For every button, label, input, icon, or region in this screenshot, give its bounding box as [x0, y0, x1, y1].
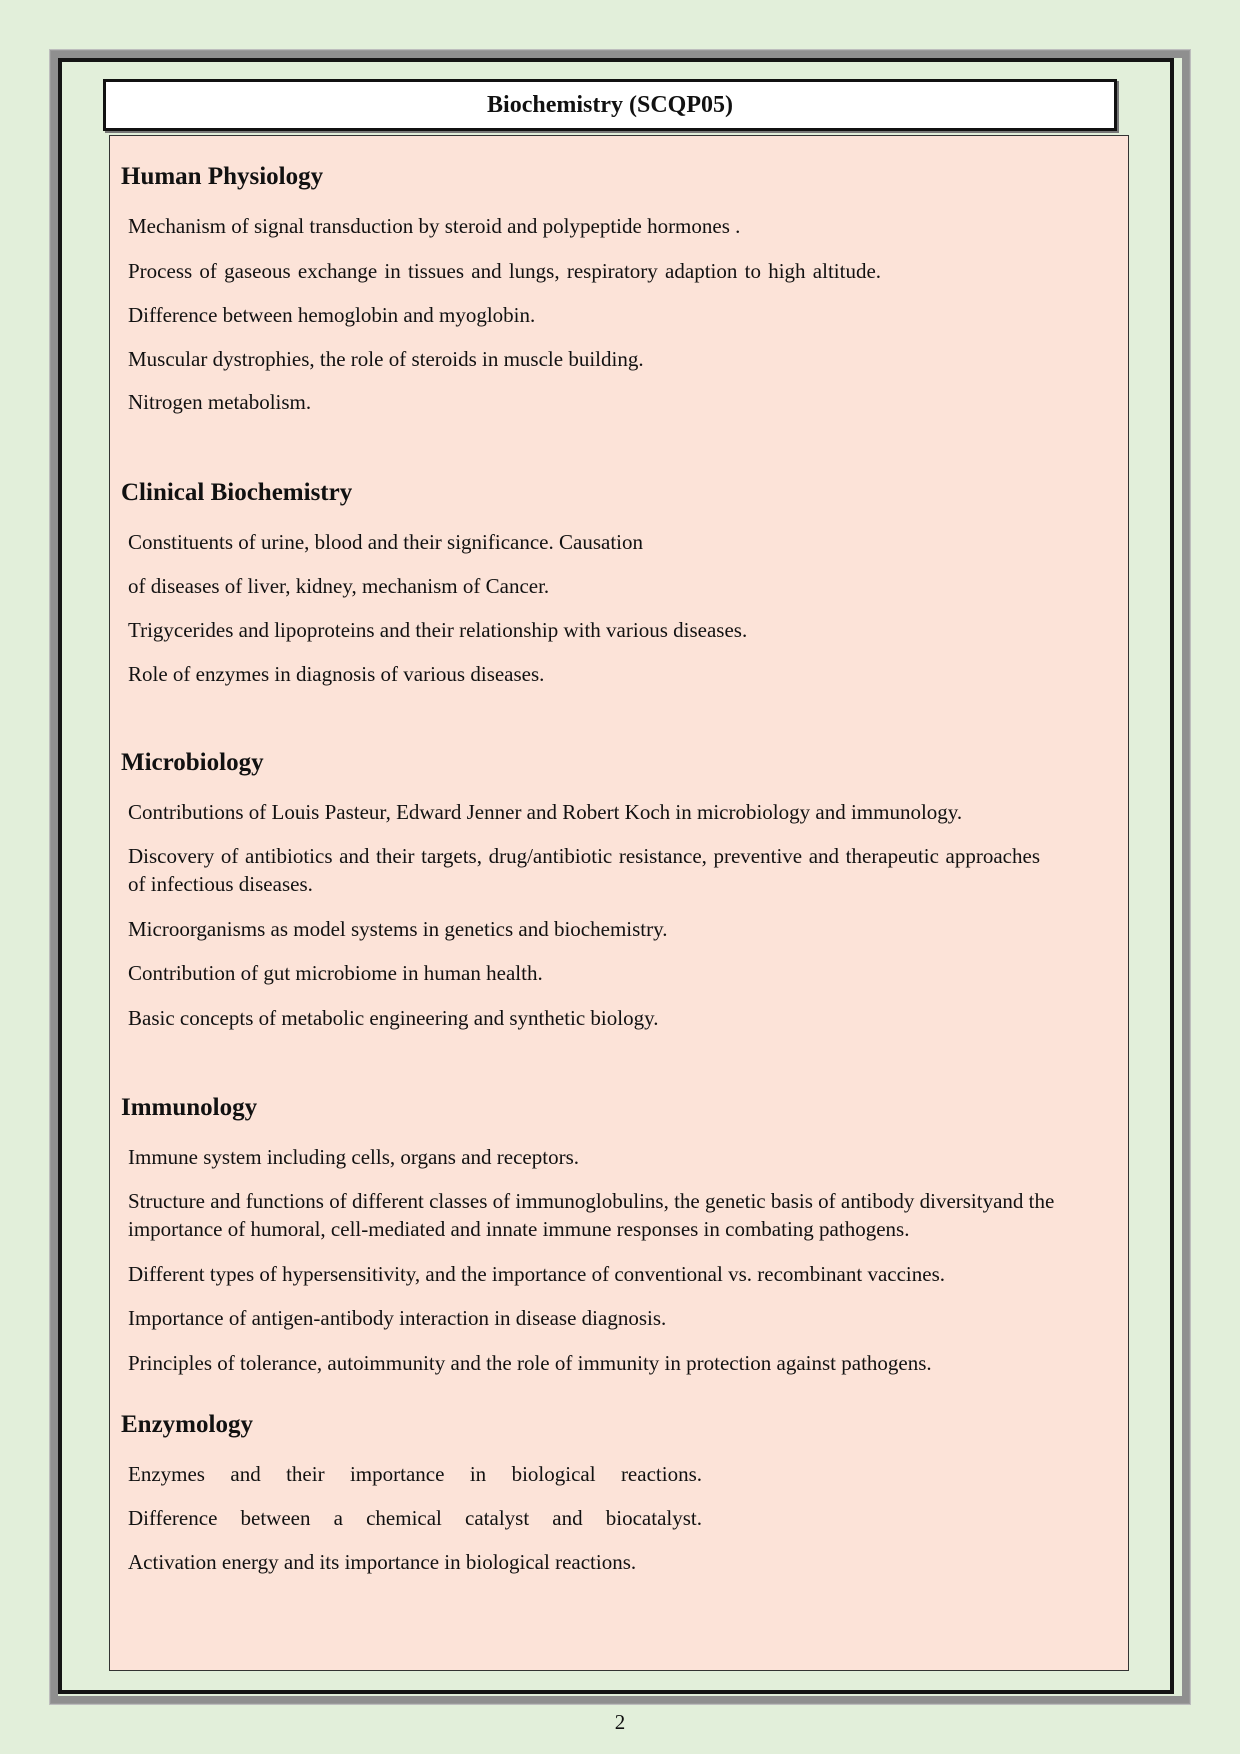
- list-item: Microorganisms as model systems in genetics and biochemistry.: [128, 917, 668, 941]
- list-item: of diseases of liver, kidney, mechanism of Cancer.: [128, 574, 550, 598]
- page-number: 2: [614, 1710, 626, 1734]
- list-item: Contributions of Louis Pasteur, Edward Jenner and Robert Koch in microbiology and immunology.: [128, 800, 963, 824]
- list-item: Discovery of antibiotics and their targets, drug/antibiotic resistance, preventive and therapeutic approaches of infectious diseases.: [128, 844, 1040, 896]
- section-heading-enzymology: Enzymology: [121, 1411, 253, 1438]
- list-item: Activation energy and its importance in biological reactions.: [128, 1550, 637, 1574]
- list-item: Enzymes and their importance in biological reactions.: [128, 1462, 702, 1486]
- list-item: Immune system including cells, organs and receptors.: [128, 1145, 580, 1169]
- list-item: Basic concepts of metabolic engineering and synthetic biology.: [128, 1006, 659, 1030]
- section-heading-immunology: Immunology: [121, 1094, 258, 1121]
- list-item: Role of enzymes in diagnosis of various diseases.: [128, 662, 545, 686]
- list-item: Constituents of urine, blood and their significance. Causation: [128, 530, 643, 554]
- section-heading-clinical-biochemistry: Clinical Biochemistry: [121, 479, 353, 506]
- list-item: Difference between hemoglobin and myoglobin.: [128, 303, 536, 327]
- list-item: Mechanism of signal transduction by steroid and polypeptide hormones .: [128, 214, 741, 238]
- section-heading-human-physiology: Human Physiology: [121, 163, 324, 190]
- list-item: Principles of tolerance, autoimmunity and the role of immunity in protection against pathogens.: [128, 1351, 932, 1375]
- list-item: Process of gaseous exchange in tissues and lungs, respiratory adaption to high altitude.: [128, 259, 882, 283]
- list-item: Contribution of gut microbiome in human health.: [128, 961, 543, 985]
- list-item: Structure and functions of different classes of immunoglobulins, the genetic basis of antibody diversityand the importance of humoral, cell-mediated and innate immune responses in combating pathogens.: [128, 1189, 1055, 1241]
- list-item: Muscular dystrophies, the role of steroids in muscle building.: [128, 347, 644, 371]
- list-item: Different types of hypersensitivity, and the importance of conventional vs. recombinant vaccines.: [128, 1262, 946, 1286]
- list-item: Trigycerides and lipoproteins and their relationship with various diseases.: [128, 618, 748, 642]
- list-item: Difference between a chemical catalyst and biocatalyst.: [128, 1506, 702, 1530]
- section-heading-microbiology: Microbiology: [121, 749, 264, 776]
- list-item: Importance of antigen-antibody interaction in disease diagnosis.: [128, 1306, 667, 1330]
- document-title-box: [103, 79, 1117, 131]
- list-item: Nitrogen metabolism.: [128, 390, 312, 414]
- document-title: Biochemistry (SCQP05): [487, 91, 733, 118]
